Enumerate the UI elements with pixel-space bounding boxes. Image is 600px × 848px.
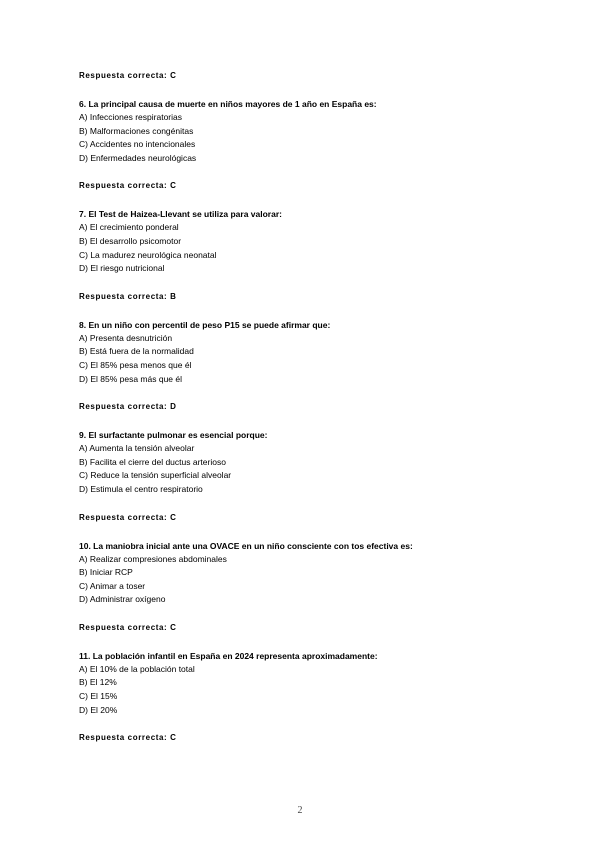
answer-option: A) Presenta desnutrición (79, 332, 173, 343)
answer-line: Respuesta correcta: C (79, 733, 177, 743)
answer-option: B) Malformaciones congénitas (79, 125, 194, 136)
question-block (79, 318, 539, 428)
answer-option: D) El 20% (79, 704, 118, 715)
answer-option: C) El 85% pesa menos que él (79, 359, 192, 370)
answer-option: B) Está fuera de la normalidad (79, 346, 194, 357)
answer-option: B) El 12% (79, 677, 117, 688)
answer-option: A) El 10% de la población total (79, 663, 195, 674)
answer-option: D) El riesgo nutricional (79, 263, 165, 274)
answer-option: A) El crecimiento ponderal (79, 222, 179, 233)
answer-line: Respuesta correcta: C (79, 622, 177, 632)
question-block (79, 207, 539, 317)
answer-option: C) Reduce la tensión superficial alveolar (79, 470, 232, 481)
answer-option: B) Iniciar RCP (79, 567, 133, 578)
question-text: 9. El surfactante pulmonar es esencial porque: (79, 430, 268, 441)
answer-option: D) Estimula el centro respiratorio (79, 483, 203, 494)
answer-line: Respuesta correcta: B (79, 291, 177, 301)
question-block (79, 428, 539, 538)
answer-option: A) Aumenta la tensión alveolar (79, 443, 195, 454)
answer-option: D) El 85% pesa más que él (79, 373, 182, 384)
answer-line: Respuesta correcta: D (79, 402, 177, 412)
answer-option: D) Administrar oxígeno (79, 594, 166, 605)
answer-line: Respuesta correcta: C (79, 512, 177, 522)
answer-option: B) El desarrollo psicomotor (79, 235, 182, 246)
question-block (79, 649, 539, 759)
question-text: 11. La población infantil en España en 2024 representa aproximadamente: (79, 650, 378, 661)
answer-option: C) El 15% (79, 691, 118, 702)
page-number: 2 (297, 805, 303, 816)
answer-option: C) La madurez neurológica neonatal (79, 249, 217, 260)
answer-line: Respuesta correcta: C (79, 181, 177, 191)
question-block (79, 539, 539, 649)
answer-option: B) Facilita el cierre del ductus arterioso (79, 456, 226, 467)
answer-option: C) Animar a toser (79, 580, 146, 591)
quiz-content (79, 69, 539, 759)
question-text: 6. La principal causa de muerte en niños mayores de 1 año en España es: (79, 99, 377, 109)
question-text: 10. La maniobra inicial ante una OVACE en un niño consciente con tos efectiva es: (79, 540, 413, 551)
answer-option: A) Infecciones respiratorias (79, 112, 182, 122)
answer-option: A) Realizar compresiones abdominales (79, 553, 227, 564)
answer-option: D) Enfermedades neurológicas (79, 152, 197, 163)
answer-option: C) Accidentes no intencionales (79, 139, 196, 150)
answer-line: Respuesta correcta: C (79, 71, 177, 80)
question-block (79, 97, 539, 207)
question-text: 7. El Test de Haizea-Llevant se utiliza para valorar: (79, 209, 282, 220)
question-list (79, 97, 539, 759)
question-text: 8. En un niño con percentil de peso P15 se puede afirmar que: (79, 319, 331, 330)
